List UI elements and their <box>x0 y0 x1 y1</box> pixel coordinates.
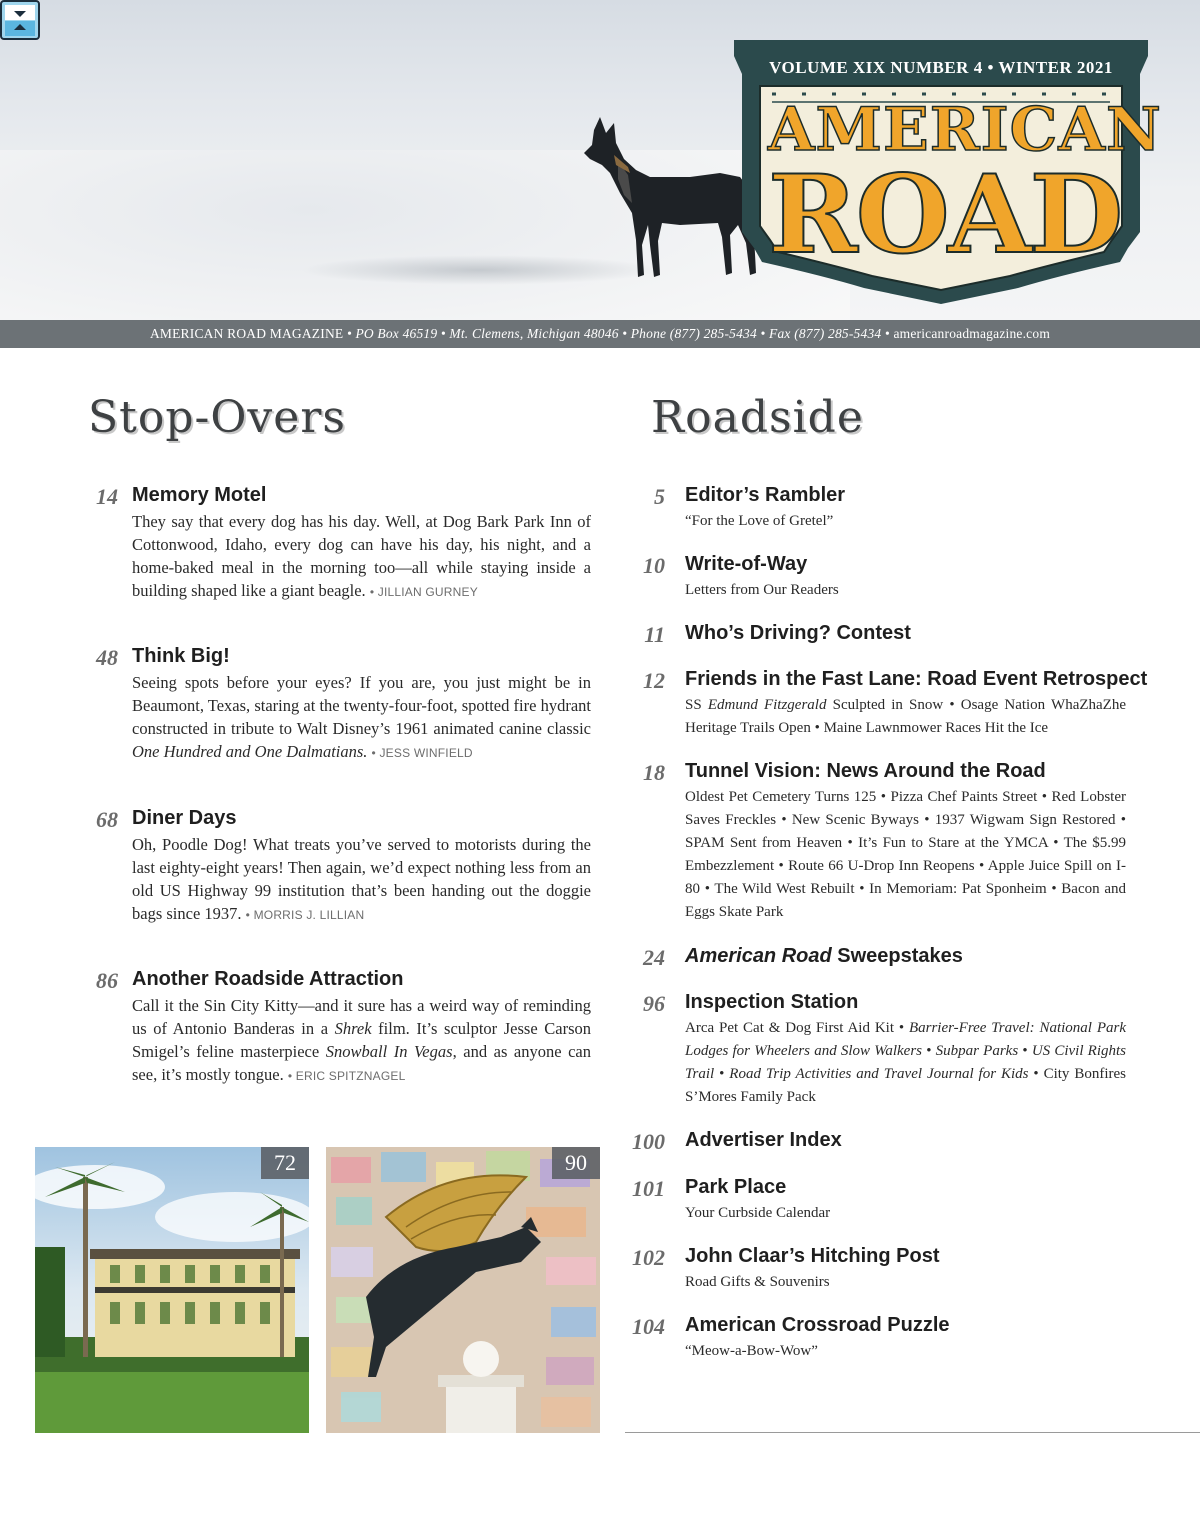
stopovers-heading: Stop-Overs <box>88 392 346 443</box>
article-title[interactable]: Inspection Station <box>685 991 859 1013</box>
article-title[interactable]: American Crossroad Puzzle <box>685 1314 950 1336</box>
volume-issue: VOLUME XIX NUMBER 4 • WINTER 2021 <box>769 58 1113 77</box>
logo-american: AMERICAN <box>768 95 1162 165</box>
photo-historic-house[interactable] <box>35 1147 309 1433</box>
page-number: 86 <box>96 968 118 993</box>
page-number: 24 <box>643 945 665 970</box>
magazine-name: AMERICAN ROAD MAGAZINE <box>149 326 344 341</box>
address-strip <box>0 320 1200 348</box>
website-link[interactable]: americanroadmagazine.com <box>893 326 1051 341</box>
article-title[interactable]: Advertiser Index <box>685 1129 842 1151</box>
article-title[interactable]: Diner Days <box>132 807 237 829</box>
winged-dog-illustration <box>326 1147 600 1433</box>
toc-entry-park-place[interactable] <box>625 1176 1127 1226</box>
article-summary: “For the Love of Gretel” <box>685 513 834 529</box>
article-summary: Call it the Sin City Kitty—and it sure has a weird way of reminding us of Antonio Banderas in a Shrek film. It’s sculptor Jesse Carson Smigel’s feline masterpiece Snowball In Vegas, and as anyone can see, it’s mostly tongue. • ERIC SPITZNAGEL <box>132 996 592 1084</box>
toc-entry-think-big[interactable] <box>88 645 592 765</box>
article-summary: Your Curbside Calendar <box>685 1205 831 1221</box>
toc-entry-inspection-station[interactable] <box>625 991 1127 1111</box>
page-number: 102 <box>632 1245 665 1270</box>
page-number: 10 <box>643 553 665 578</box>
article-summary: Letters from Our Readers <box>685 582 839 598</box>
page-number: 104 <box>632 1314 665 1339</box>
caret-up-icon <box>14 24 26 30</box>
page-number: 11 <box>644 622 665 647</box>
article-title[interactable]: Think Big! <box>132 645 230 667</box>
page-number: 12 <box>643 668 665 693</box>
toc-entry-another-roadside-attraction[interactable] <box>88 968 592 1088</box>
page-number: 14 <box>96 484 118 509</box>
mailing-address: • PO Box 46519 • Mt. Clemens, Michigan 48046 • Phone (877) 285-5434 • Fax (877) 285-5434 • <box>346 326 890 341</box>
article-summary: Seeing spots before your eyes? If you are, you just might be in Beaumont, Texas, staring at the twenty-four-foot, spotted fire hydrant constructed in tribute to Walt Disney’s 1961 animated canine classic One Hundred and One Dalmatians. • JESS WINFIELD <box>132 673 591 761</box>
page-number: 96 <box>643 991 665 1016</box>
author-credit: • JILLIAN GURNEY <box>369 585 478 599</box>
article-summary: Oldest Pet Cemetery Turns 125 • Pizza Chef Paints Street • Red Lobster Saves Freckles • New Scenic Byways • 1937 Wigwam Sign Restored • SPAM Sent from Heaven • It’s Fun to Stare at the YMCA • The $5.99 Embezzlement • Route 66 U-Drop Inn Reopens • Apple Juice Spill on I-80 • The Wild West Rebuilt • In Memoriam: Pat Sponheim • Bacon and Eggs Skate Park <box>685 789 1126 920</box>
page-number: 48 <box>96 645 118 670</box>
page-number: 100 <box>632 1129 665 1154</box>
article-title[interactable]: Another Roadside Attraction <box>132 968 404 990</box>
article-title[interactable]: John Claar’s Hitching Post <box>685 1245 940 1267</box>
logo-road: ROAD <box>768 152 1122 278</box>
page-number: 18 <box>643 760 665 785</box>
toc-entry-tunnel-vision[interactable] <box>625 760 1127 925</box>
toc-entry-memory-motel[interactable] <box>88 484 592 604</box>
page-number: 68 <box>96 807 118 832</box>
magazine-logo <box>728 36 1162 306</box>
author-credit: • ERIC SPITZNAGEL <box>287 1069 406 1083</box>
page-number: 101 <box>632 1176 665 1201</box>
toc-entry-write-of-way[interactable] <box>625 553 1127 603</box>
author-credit: • JESS WINFIELD <box>371 746 473 760</box>
photo-page-tag: 90 <box>552 1147 600 1179</box>
article-summary: Oh, Poodle Dog! What treats you’ve served to motorists during the last eighty-eight years! Then again, we’d expect nothing less from an old US Highway 99 institution that’s been handing out the doggie bags since 1937. • MORRIS J. LILLIAN <box>132 835 591 923</box>
toc-entry-whos-driving[interactable] <box>625 622 1127 650</box>
toc-entry-crossroad-puzzle[interactable] <box>625 1314 1127 1364</box>
article-summary: Road Gifts & Souvenirs <box>685 1274 830 1290</box>
article-summary: “Meow-a-Bow-Wow” <box>685 1343 818 1359</box>
article-summary: Arca Pet Cat & Dog First Aid Kit • Barrier-Free Travel: National Park Lodges for Wheelers and Slow Walkers • Subpar Parks • US Civil Rights Trail • Road Trip Activities and Travel Journal for Kids • City Bonfires S’Mores Family Pack <box>685 1020 1127 1105</box>
scroll-toggle-button[interactable] <box>0 0 40 40</box>
toc-entry-advertiser-index[interactable] <box>625 1129 1127 1157</box>
author-credit: • MORRIS J. LILLIAN <box>245 908 365 922</box>
article-summary: SS Edmund Fitzgerald Sculpted in Snow • Osage Nation WhaZhaZhe Heritage Trails Open • Maine Lawnmower Races Hit the Ice <box>685 697 1127 736</box>
photo-winged-dog[interactable] <box>326 1147 600 1433</box>
photo-page-tag: 72 <box>261 1147 309 1179</box>
bottom-divider <box>625 1432 1200 1433</box>
article-title[interactable]: Editor’s Rambler <box>685 484 846 506</box>
toc-entry-hitching-post[interactable] <box>625 1245 1127 1295</box>
roadside-heading: Roadside <box>651 392 864 443</box>
article-title[interactable]: American Road Sweepstakes <box>685 945 963 967</box>
caret-down-icon <box>14 11 26 17</box>
article-summary: They say that every dog has his day. Well, at Dog Bark Park Inn of Cottonwood, Idaho, every dog can have his day, his night, and a home-baked meal in the morning too—all while staying inside a building shaped like a giant beagle. • JILLIAN GURNEY <box>132 512 591 600</box>
article-title[interactable]: Friends in the Fast Lane: Road Event Retrospect <box>685 668 1148 690</box>
article-title[interactable]: Write-of-Way <box>685 553 808 575</box>
article-title[interactable]: Memory Motel <box>132 484 267 506</box>
house-illustration <box>35 1147 309 1433</box>
toc-entry-editors-rambler[interactable] <box>625 484 1127 534</box>
page-number: 5 <box>654 484 665 509</box>
article-title[interactable]: Park Place <box>685 1176 787 1198</box>
toc-entry-sweepstakes[interactable] <box>625 945 1127 973</box>
toc-entry-friends-fast-lane[interactable] <box>625 668 1148 740</box>
article-title[interactable]: Tunnel Vision: News Around the Road <box>685 760 1046 782</box>
toc-entry-diner-days[interactable] <box>88 807 592 927</box>
article-title[interactable]: Who’s Driving? Contest <box>685 622 911 644</box>
